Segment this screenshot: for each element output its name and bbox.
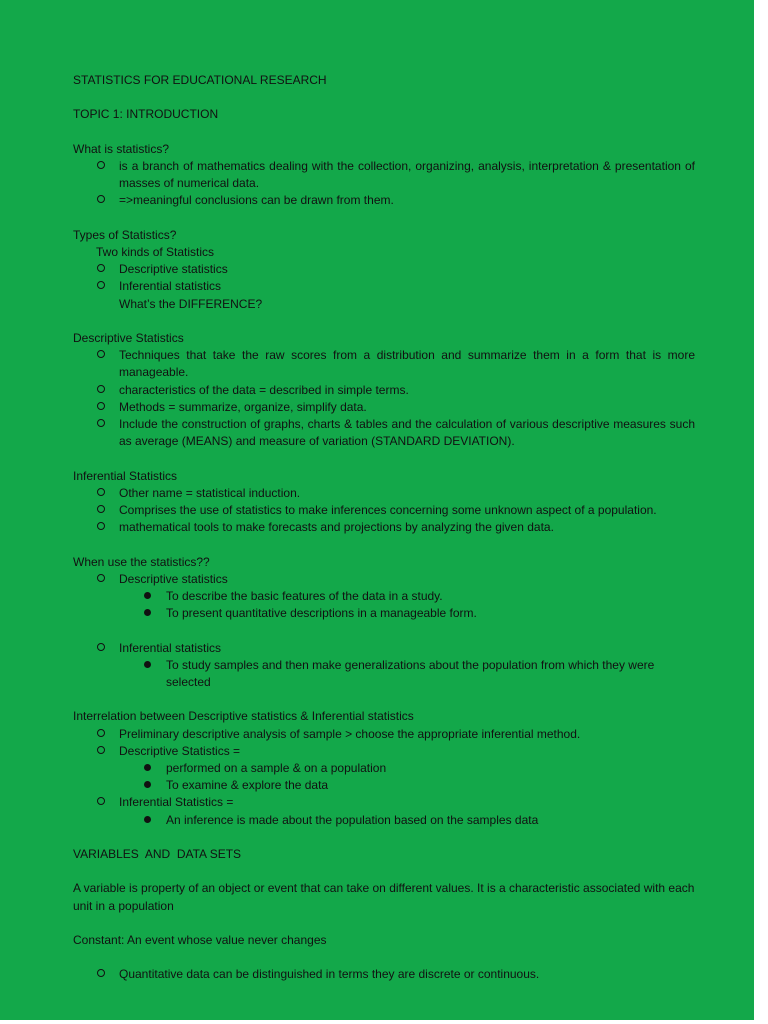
hollow-bullet-icon <box>97 402 105 410</box>
hollow-bullet-icon <box>97 746 105 754</box>
list-item: Descriptive statistics <box>73 571 695 588</box>
types-subheading: Two kinds of Statistics <box>96 244 215 259</box>
list-item: Other name = statistical induction. <box>73 485 695 502</box>
hollow-bullet-icon <box>97 488 105 496</box>
list-item: Descriptive statistics <box>73 261 695 278</box>
filled-bullet-icon <box>144 609 151 616</box>
sub-list-item: To present quantitative descriptions in a manageable form. <box>73 605 695 622</box>
sub-list-item: To examine & explore the data <box>73 777 695 794</box>
hollow-bullet-icon <box>97 385 105 393</box>
list-item: Descriptive Statistics = <box>73 743 695 760</box>
inferential-heading: Inferential Statistics <box>73 468 178 483</box>
hollow-bullet-icon <box>97 969 105 977</box>
constant-definition: Constant: An event whose value never changes <box>73 932 327 947</box>
hollow-bullet-icon <box>97 161 105 169</box>
hollow-bullet-icon <box>97 797 105 805</box>
variable-definition: A variable is property of an object or event that can take on different values. It is a characteristic associated with each unit in a population <box>73 881 695 913</box>
difference-question: What’s the DIFFERENCE? <box>119 296 263 311</box>
hollow-bullet-icon <box>97 195 105 203</box>
list-item: =>meaningful conclusions can be drawn from them. <box>73 192 695 209</box>
filled-bullet-icon <box>144 781 151 788</box>
when-heading: When use the statistics?? <box>73 554 210 569</box>
hollow-bullet-icon <box>97 729 105 737</box>
what-heading: What is statistics? <box>73 141 170 156</box>
hollow-bullet-icon <box>97 522 105 530</box>
sub-list-item: performed on a sample & on a population <box>73 760 695 777</box>
document-title: STATISTICS FOR EDUCATIONAL RESEARCH <box>73 73 327 87</box>
document-body <box>73 72 695 984</box>
list-item: is a branch of mathematics dealing with the collection, organizing, analysis, interpretation & presentation of masses of numerical data. <box>73 158 695 192</box>
list-item: Inferential statistics <box>73 278 695 295</box>
filled-bullet-icon <box>144 592 151 599</box>
filled-bullet-icon <box>144 661 151 668</box>
types-heading: Types of Statistics? <box>73 227 177 242</box>
list-item: Methods = summarize, organize, simplify data. <box>73 399 695 416</box>
hollow-bullet-icon <box>97 281 105 289</box>
list-item: Quantitative data can be distinguished in terms they are discrete or continuous. <box>73 966 695 983</box>
list-item: Inferential statistics <box>73 640 695 657</box>
topic-heading: TOPIC 1: INTRODUCTION <box>73 107 219 122</box>
list-item: mathematical tools to make forecasts and projections by analyzing the given data. <box>73 519 695 536</box>
hollow-bullet-icon <box>97 419 105 427</box>
descriptive-heading: Descriptive Statistics <box>73 330 184 345</box>
sub-list-item: To study samples and then make generalizations about the population from which they were selected <box>73 657 695 691</box>
hollow-bullet-icon <box>97 264 105 272</box>
interrelation-heading: Interrelation between Descriptive statistics & Inferential statistics <box>73 709 414 724</box>
hollow-bullet-icon <box>97 350 105 358</box>
list-item: characteristics of the data = described in simple terms. <box>73 382 695 399</box>
list-item: Include the construction of graphs, charts & tables and the calculation of various descriptive measures such as average (MEANS) and measure of variation (STANDARD DEVIATION). <box>73 416 695 450</box>
hollow-bullet-icon <box>97 505 105 513</box>
list-item: Inferential Statistics = <box>73 794 695 811</box>
hollow-bullet-icon <box>97 574 105 582</box>
list-item: Techniques that take the raw scores from a distribution and summarize them in a form that is more manageable. <box>73 347 695 381</box>
hollow-bullet-icon <box>97 643 105 651</box>
filled-bullet-icon <box>144 764 151 771</box>
sub-list-item: An inference is made about the population based on the samples data <box>73 812 695 829</box>
filled-bullet-icon <box>144 816 151 823</box>
list-item: Comprises the use of statistics to make inferences concerning some unknown aspect of a population. <box>73 502 695 519</box>
list-item: Preliminary descriptive analysis of sample > choose the appropriate inferential method. <box>73 726 695 743</box>
sub-list-item: To describe the basic features of the data in a study. <box>73 588 695 605</box>
variables-heading: VARIABLES AND DATA SETS <box>73 847 242 861</box>
